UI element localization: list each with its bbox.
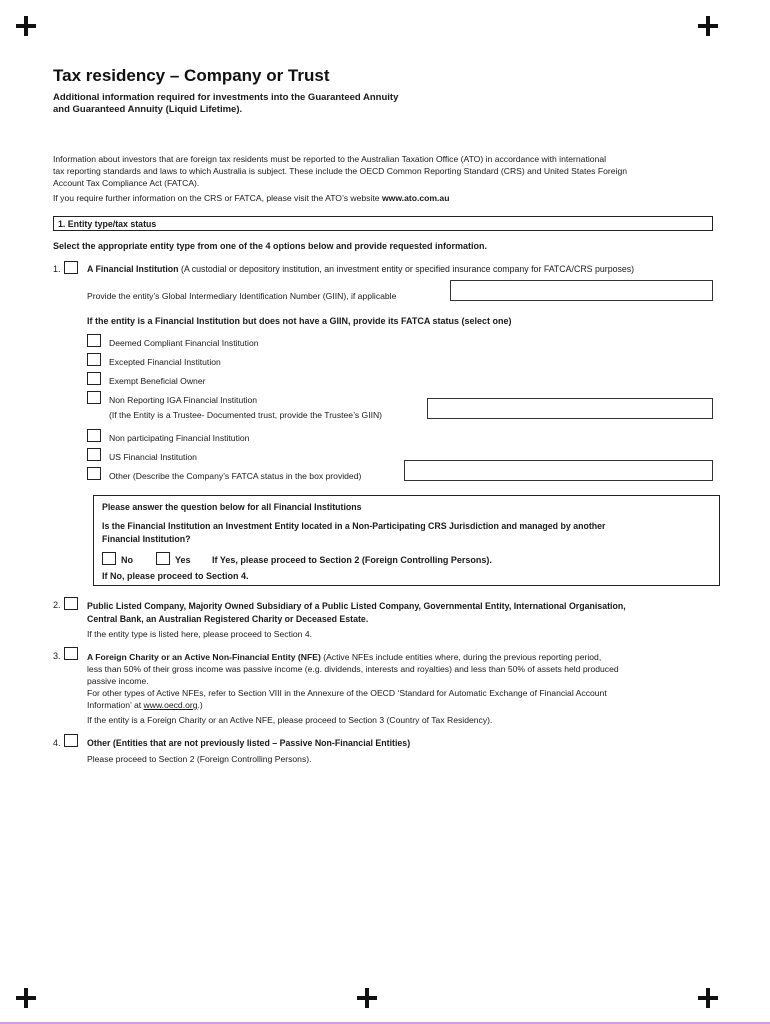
- registration-mark-top-left: [16, 16, 36, 36]
- page-title: Tax residency – Company or Trust: [53, 66, 330, 85]
- status-checkbox-other[interactable]: [87, 467, 101, 480]
- subtitle-line-2: and Guaranteed Annuity (Liquid Lifetime).: [53, 104, 243, 115]
- option-4-label: Other (Entities that are not previously listed – Passive Non-Financial Entities): [87, 738, 411, 748]
- option-1-desc: (A custodial or depository institution, an investment entity or specified insurance company for FATCA/CRS purposes): [181, 264, 635, 274]
- fi-yes-instruction: If Yes, please proceed to Section 2 (Foreign Controlling Persons).: [212, 555, 492, 565]
- option-3-checkbox[interactable]: [64, 647, 78, 660]
- status-label-other: Other (Describe the Company’s FATCA status in the box provided): [109, 471, 362, 481]
- intro-line-2: tax reporting standards and laws to which Australia is subject. These include the OECD Common Reporting Standard (CRS) and United States Foreign: [53, 166, 628, 176]
- option-2-number: 2.: [53, 600, 61, 610]
- intro-line-1: Information about investors that are foreign tax residents must be reported to the Australian Taxation Office (ATO) in accordance with international: [53, 154, 607, 164]
- status-label-exempt-beneficial: Exempt Beneficial Owner: [109, 376, 206, 386]
- fi-question-box: [93, 495, 720, 586]
- fi-question-heading: Please answer the question below for all Financial Institutions: [102, 502, 362, 512]
- section-heading: 1. Entity type/tax status: [58, 219, 157, 229]
- ato-website-link[interactable]: www.ato.com.au: [381, 193, 450, 203]
- status-checkbox-excepted[interactable]: [87, 353, 101, 366]
- fi-question-text: [102, 520, 605, 546]
- oecd-link[interactable]: www.oecd.org: [143, 700, 198, 710]
- status-checkbox-non-reporting-iga[interactable]: [87, 391, 101, 404]
- status-checkbox-exempt-beneficial[interactable]: [87, 372, 101, 385]
- further-info-text: If you require further information on the CRS or FATCA, please visit the ATO’s website: [53, 193, 380, 203]
- intro-paragraph: [53, 153, 723, 189]
- option-2-label: [87, 600, 626, 626]
- status-checkbox-non-participating[interactable]: [87, 429, 101, 442]
- status-checkbox-us-fi[interactable]: [87, 448, 101, 461]
- other-status-input[interactable]: [404, 460, 713, 481]
- registration-mark-bottom-right: [698, 988, 718, 1008]
- fi-no-instruction: If No, please proceed to Section 4.: [102, 571, 249, 581]
- page-subtitle: [53, 92, 398, 116]
- option-1-checkbox[interactable]: [64, 261, 78, 274]
- giin-input[interactable]: [450, 280, 713, 301]
- option-3-desc-line-1: (Active NFEs include entities where, during the previous reporting period,: [323, 652, 602, 662]
- option-3-number: 3.: [53, 651, 61, 661]
- section-heading-box: [53, 216, 713, 231]
- fi-no-checkbox[interactable]: [102, 552, 116, 565]
- registration-mark-bottom-left: [16, 988, 36, 1008]
- option-3-desc-line-3: passive income.: [87, 676, 149, 686]
- option-2-label-line-2: Central Bank, an Australian Registered Charity or Deceased Estate.: [87, 614, 369, 624]
- option-2-checkbox[interactable]: [64, 597, 78, 610]
- option-3-text: [87, 651, 717, 711]
- trustee-note: (If the Entity is a Trustee- Documented trust, provide the Trustee’s GIIN): [109, 410, 383, 420]
- option-3-label: A Foreign Charity or an Active Non-Financial Entity (NFE): [87, 652, 321, 662]
- status-label-non-participating: Non participating Financial Institution: [109, 433, 250, 443]
- fi-question-line-1: Is the Financial Institution an Investment Entity located in a Non-Participating CRS Jurisdiction and managed by another: [102, 521, 606, 531]
- option-4-number: 4.: [53, 738, 61, 748]
- option-1-label: A Financial Institution: [87, 264, 179, 274]
- subtitle-line-1: Additional information required for investments into the Guaranteed Annuity: [53, 92, 399, 103]
- fi-yes-checkbox[interactable]: [156, 552, 170, 565]
- further-info: [53, 192, 449, 204]
- status-label-excepted: Excepted Financial Institution: [109, 357, 221, 367]
- status-label-us-fi: US Financial Institution: [109, 452, 197, 462]
- option-3-desc-line-4: For other types of Active NFEs, refer to Section VIII in the Annexure of the OECD ‘Standard for Automatic Exchange of Financial Account: [87, 688, 607, 698]
- intro-line-3: Account Tax Compliance Act (FATCA).: [53, 178, 200, 188]
- option-3-note: If the entity is a Foreign Charity or an Active NFE, please proceed to Section 3 (Country of Tax Residency).: [87, 715, 493, 725]
- option-4-checkbox[interactable]: [64, 734, 78, 747]
- status-label-non-reporting-iga: Non Reporting IGA Financial Institution: [109, 395, 258, 405]
- fatca-status-heading: If the entity is a Financial Institution but does not have a GIIN, provide its FATCA status (select one): [87, 316, 512, 326]
- fi-no-label: No: [121, 555, 133, 565]
- option-3-desc-line-2: less than 50% of their gross income was passive income (e.g. dividends, interests and royalties) and less than 50% of assets held produced: [87, 664, 619, 674]
- option-2-label-line-1: Public Listed Company, Majority Owned Subsidiary of a Public Listed Company, Governmental Entity, International Organisation,: [87, 601, 626, 611]
- option-2-note: If the entity type is listed here, please proceed to Section 4.: [87, 629, 313, 639]
- fi-question-line-2: Financial Institution?: [102, 534, 191, 544]
- section-instruction: Select the appropriate entity type from one of the 4 options below and provide requested information.: [53, 241, 488, 251]
- option-1-text: [87, 264, 634, 274]
- option-3-desc-line-5-end: .): [197, 700, 203, 710]
- registration-mark-bottom-center: [357, 988, 377, 1008]
- option-4-note: Please proceed to Section 2 (Foreign Controlling Persons).: [87, 754, 312, 764]
- registration-mark-top-right: [698, 16, 718, 36]
- trustee-giin-input[interactable]: [427, 398, 713, 419]
- fi-yes-label: Yes: [175, 555, 191, 565]
- status-checkbox-deemed-compliant[interactable]: [87, 334, 101, 347]
- status-label-deemed-compliant: Deemed Compliant Financial Institution: [109, 338, 259, 348]
- giin-label: Provide the entity’s Global Intermediary Identification Number (GIIN), if applicable: [87, 291, 397, 301]
- option-3-desc-line-5: Information’ at: [87, 700, 142, 710]
- option-1-number: 1.: [53, 264, 61, 274]
